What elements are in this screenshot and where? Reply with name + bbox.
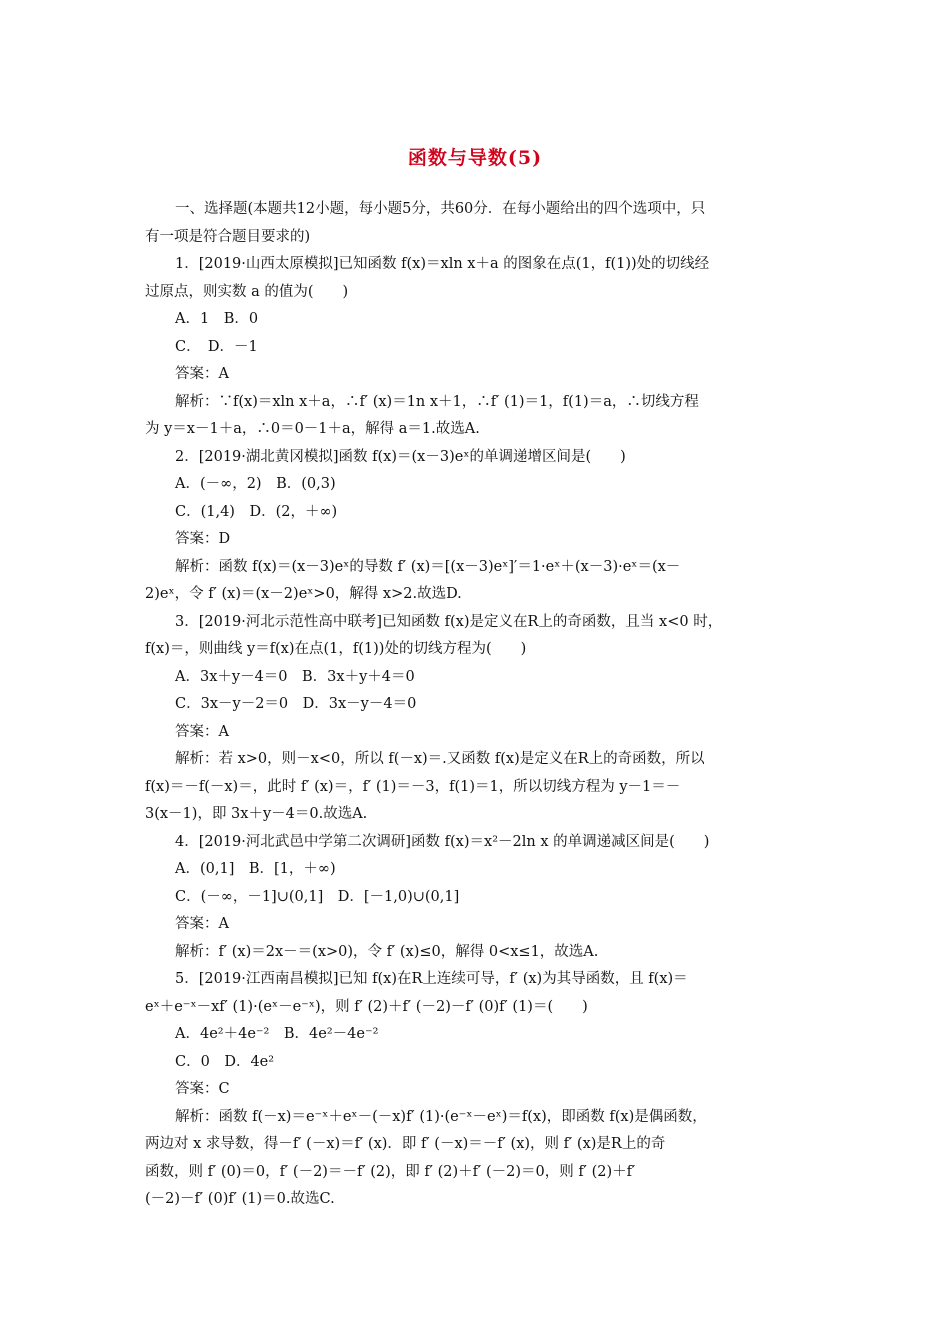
text-line: 解析：∵f(x)＝xln x＋a，∴f′ (x)＝1n x＋1，∴f′ (1)＝1，f(1)＝a，∴切线方程 — [175, 393, 699, 410]
text-line: 答案：C — [175, 1081, 230, 1097]
text-line: 2．[2019·湖北黄冈模拟]函数 f(x)＝(x－3)eˣ的单调递增区间是( ) — [175, 448, 626, 465]
text-line: 一、选择题(本题共12小题，每小题5分，共60分．在每小题给出的四个选项中，只 — [175, 201, 706, 217]
text-line: 解析：若 x>0，则－x<0，所以 f(－x)＝.又函数 f(x)是定义在R上的奇函数，所以 — [175, 751, 705, 767]
text-line: (－2)－f′ (0)f′ (1)＝0.故选C. — [145, 1191, 335, 1207]
text-line: 2)eˣ，令 f′ (x)＝(x－2)eˣ>0，解得 x>2.故选D. — [145, 586, 462, 602]
text-line: 4．[2019·河北武邑中学第二次调研]函数 f(x)＝x²－2ln x 的单调递减区间是( ) — [175, 833, 710, 850]
text-line: 解析：函数 f(－x)＝e⁻ˣ＋eˣ－(－x)f′ (1)·(e⁻ˣ－eˣ)＝f(x)，即函数 f(x)是偶函数， — [175, 1108, 707, 1125]
text-line: C． D．－1 — [175, 338, 258, 355]
text-line: 1．[2019·山西太原模拟]已知函数 f(x)＝xln x＋a 的图象在点(1，f(1))处的切线经 — [175, 256, 710, 272]
text-line: C．0 D．4e² — [175, 1053, 275, 1070]
text-line: A．4e²＋4e⁻² B．4e²－4e⁻² — [175, 1026, 379, 1042]
text-line: 解析：函数 f(x)＝(x－3)eˣ的导数 f′ (x)＝[(x－3)eˣ]′＝1·eˣ＋(x－3)·eˣ＝(x－ — [175, 558, 681, 575]
text-line: 解析：f′ (x)＝2x－＝(x>0)，令 f′ (x)≤0，解得 0<x≤1，故选A. — [175, 943, 599, 960]
text-line: 函数，则 f′ (0)＝0，f′ (－2)＝－f′ (2)，即 f′ (2)＋f′ (－2)＝0，则 f′ (2)＋f′ — [145, 1163, 636, 1180]
page-title: 函数与导数(5) — [407, 147, 543, 169]
text-line: 3．[2019·河北示范性高中联考]已知函数 f(x)是定义在R上的奇函数，且当 x<0 时， — [175, 613, 723, 630]
text-line: C．3x－y－2＝0 D．3x－y－4＝0 — [175, 696, 417, 712]
text-line: eˣ＋e⁻ˣ－xf′ (1)·(eˣ－e⁻ˣ)，则 f′ (2)＋f′ (－2)－f′ (0)f′ (1)＝( ) — [145, 998, 588, 1015]
text-line: f(x)＝－f(－x)＝，此时 f′ (x)＝，f′ (1)＝－3，f(1)＝1，所以切线方程为 y－1＝－ — [145, 778, 681, 795]
text-line: A．1 B．0 — [175, 311, 259, 327]
document-body — [145, 196, 810, 1214]
text-line: 答案：A — [175, 366, 229, 382]
text-line: f(x)＝，则曲线 y＝f(x)在点(1，f(1))处的切线方程为( ) — [145, 641, 527, 657]
text-line: 答案：A — [175, 723, 229, 740]
text-line: 为 y＝x－1＋a，∴0＝0－1＋a，解得 a＝1.故选A. — [145, 421, 480, 437]
text-line: C．(－∞，－1]∪(0,1] D．[－1,0)∪(0,1] — [175, 888, 460, 905]
text-line: 两边对 x 求导数，得－f′ (－x)＝f′ (x)．即 f′ (－x)＝－f′ (x)，则 f′ (x)是R上的奇 — [145, 1136, 666, 1152]
text-line: 答案：A — [175, 916, 229, 932]
text-line: A．(0,1] B．[1，＋∞) — [175, 861, 336, 877]
text-line: 有一项是符合题目要求的) — [145, 228, 311, 245]
text-line: A．3x＋y－4＝0 B．3x＋y＋4＝0 — [175, 668, 415, 685]
text-line: 答案：D — [175, 531, 231, 547]
text-line: 过原点，则实数 a 的值为( ) — [145, 283, 349, 300]
text-line: 3(x－1)，即 3x＋y－4＝0.故选A. — [145, 806, 368, 822]
text-line: 5．[2019·江西南昌模拟]已知 f(x)在R上连续可导，f′ (x)为其导函数，且 f(x)＝ — [175, 971, 688, 987]
text-line: A．(－∞，2) B．(0,3) — [175, 476, 336, 492]
text-line: C．(1,4) D．(2，＋∞) — [175, 503, 338, 520]
